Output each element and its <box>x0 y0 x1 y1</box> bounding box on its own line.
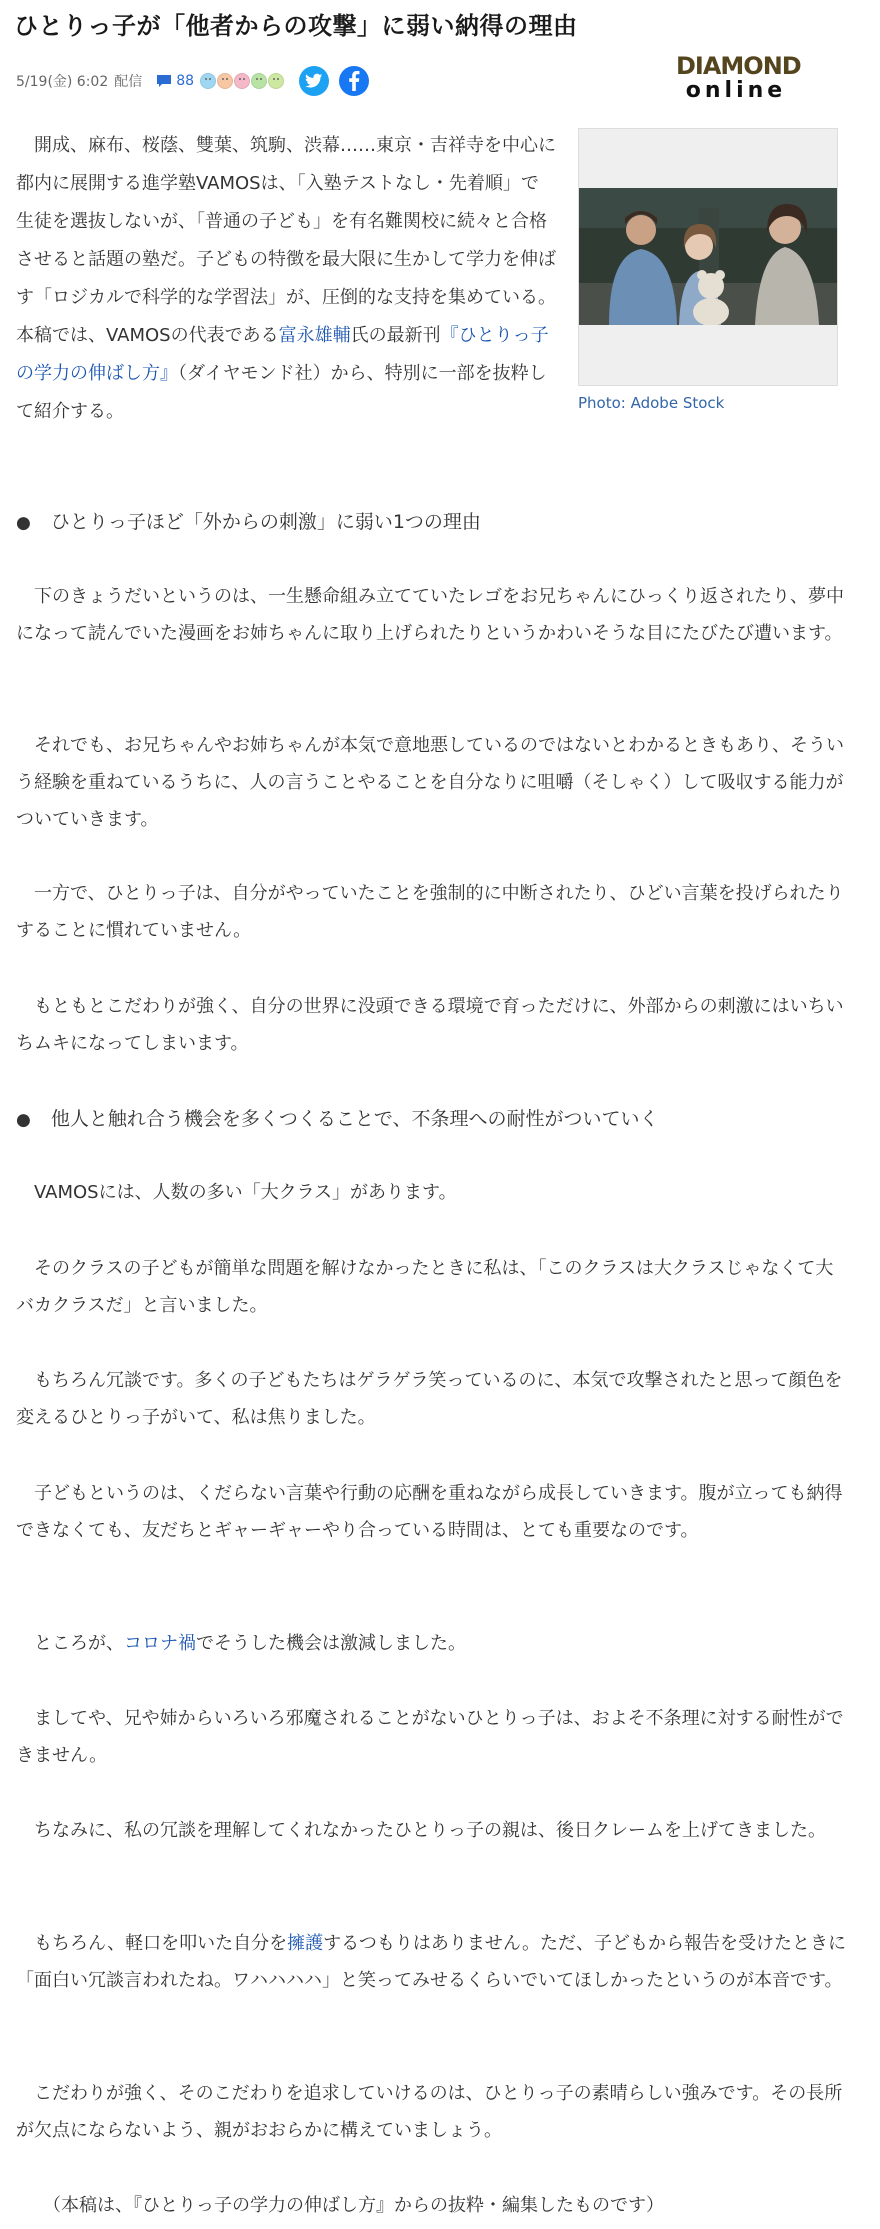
paragraph: ちなみに、私の冗談を理解してくれなかったひとりっ子の親は、後日クレームを上げてきました。 <box>34 1820 826 1841</box>
article-meta <box>16 64 379 98</box>
article-title: ひとりっ子が「他者からの攻撃」に弱い納得の理由 <box>14 12 578 40</box>
publisher-logo[interactable] <box>676 52 801 103</box>
author-link[interactable]: 富永雄輔 <box>278 325 351 346</box>
yougo-link[interactable]: 擁護 <box>287 1933 324 1954</box>
reaction-icons[interactable] <box>200 73 285 89</box>
section-heading-2 <box>16 1104 658 1135</box>
paragraph-text: ところが、 <box>34 1633 124 1654</box>
comment-link[interactable] <box>156 73 194 89</box>
comment-icon <box>156 74 172 88</box>
paragraph-text: もちろん、軽口を叩いた自分を <box>34 1933 288 1954</box>
posted-label: 配信 <box>114 74 143 90</box>
paragraph-text: するつもりはありません。ただ、子どもから報告を受けたときに「面白い冗談言われたね。ワハハハハ」と笑ってみせるくらいでいてほしかったというのが本音です。 <box>16 1933 846 1991</box>
paragraph: もともとこだわりが強く、自分の世界に没頭できる環境で育っただけに、外部からの刺激にはいちいちムキになってしまいます。 <box>16 996 844 1054</box>
paragraph-text: でそうした機会は激減しました。 <box>196 1633 466 1654</box>
section-heading-1-text: ひとりっ子ほど「外からの刺激」に弱い1つの理由 <box>50 511 481 533</box>
family-photo-image <box>579 188 837 325</box>
section-heading-1 <box>16 507 481 538</box>
facebook-share-button[interactable] <box>339 66 369 96</box>
paragraph: こだわりが強く、そのこだわりを追求していけるのは、ひとりっ子の素晴らしい強みです。その長所が欠点にならないよう、親がおおらかに構えていましょう。 <box>16 2083 843 2141</box>
facebook-icon <box>348 71 360 91</box>
twitter-icon <box>305 73 323 89</box>
lead-text-2: 氏の最新刊 <box>350 325 441 346</box>
section-heading-2-text: 他人と触れ合う機会を多くつくることで、不条理への耐性がついていく <box>50 1108 659 1130</box>
logo-line1: DIAMOND <box>676 52 801 80</box>
paragraph: それでも、お兄ちゃんやお姉ちゃんが本気で意地悪しているのではないとわかるときもあり、そういう経験を重ねているうちに、人の言うことやることを自分なりに咀嚼（そしゃく）して吸収する能力がついていきます。 <box>16 735 844 830</box>
corona-link[interactable]: コロナ禍 <box>124 1633 196 1654</box>
bullet-icon: ● <box>16 1110 31 1130</box>
paragraph: 一方で、ひとりっ子は、自分がやっていたことを強制的に中断されたり、ひどい言葉を投げられたりすることに慣れていません。 <box>16 883 844 941</box>
reaction-agree-icon[interactable] <box>251 73 267 89</box>
twitter-share-button[interactable] <box>299 66 329 96</box>
paragraph: ましてや、兄や姉からいろいろ邪魔されることがないひとりっ子は、およそ不条理に対する耐性ができません。 <box>16 1708 844 1766</box>
paragraph: 子どもというのは、くだらない言葉や行動の応酬を重ねながら成長していきます。腹が立っても納得できなくても、友だちとギャーギャーやり合っている時間は、とても重要なのです。 <box>16 1483 843 1541</box>
lead-text-1: 開成、麻布、桜蔭、雙葉、筑駒、渋幕……東京・吉祥寺を中心に都内に展開する進学塾VAMOSは、「入塾テストなし・先着順」で生徒を選抜しないが、「普通の子ども」を有名難関校に続々と合格させると話題の塾だ。子どもの特徴を最大限に生かして学力を伸ばす「ロジカルで科学的な学習法」が、圧倒的な支持を集めている。本稿では、VAMOSの代表である <box>16 135 556 346</box>
lead-text-3: （ダイヤモンド社）から、特別に一部を抜粋して紹介する。 <box>16 363 547 422</box>
lead-paragraph <box>16 127 556 431</box>
paragraph: 下のきょうだいというのは、一生懸命組み立てていたレゴをお兄ちゃんにひっくり返されたり、夢中になって読んでいた漫画をお姉ちゃんに取り上げられたりというかわいそうな目にたびたび遭います。 <box>16 586 844 644</box>
paragraph <box>16 1625 848 1662</box>
reaction-learn-icon[interactable] <box>200 73 216 89</box>
paragraph: もちろん冗談です。多くの子どもたちはゲラゲラ笑っているのに、本気で攻撃されたと思って顔色を変えるひとりっ子がいて、私は焦りました。 <box>16 1370 843 1428</box>
book-link[interactable]: 『ひとりっ子の学力の伸ばし方』 <box>16 325 549 384</box>
article-photo[interactable] <box>578 128 838 386</box>
logo-line2: online <box>685 78 787 103</box>
reaction-think-icon[interactable] <box>234 73 250 89</box>
reaction-understand-icon[interactable] <box>217 73 233 89</box>
bullet-icon: ● <box>16 513 31 533</box>
paragraph <box>16 1925 848 1999</box>
source-note: （本稿は、『ひとりっ子の学力の伸ばし方』からの抜粋・編集したものです） <box>43 2195 664 2216</box>
paragraph: そのクラスの子どもが簡単な問題を解けなかったときに私は、「このクラスは大クラスじゃなくて大バカクラスだ」と言いました。 <box>16 1258 834 1316</box>
paragraph: VAMOSには、人数の多い「大クラス」があります。 <box>34 1182 457 1203</box>
photo-caption: Photo: Adobe Stock <box>578 394 725 412</box>
comment-count: 88 <box>176 73 195 89</box>
reaction-happy-icon[interactable] <box>268 73 284 89</box>
publish-date: 5/19(金) 6:02 <box>16 74 109 90</box>
